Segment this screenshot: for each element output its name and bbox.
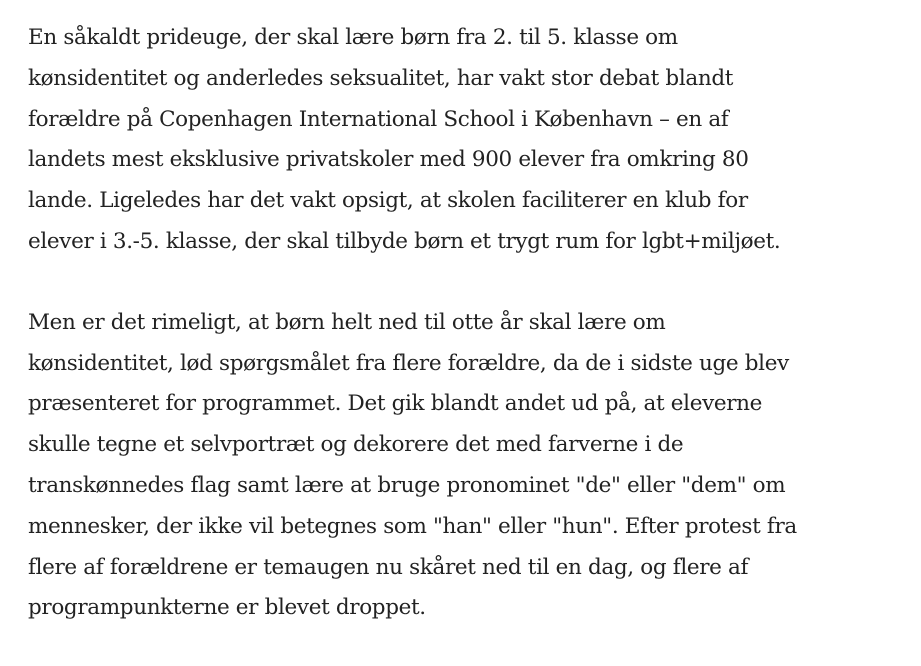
article-body xyxy=(28,18,908,629)
paragraph-line: Men er det rimeligt, at børn helt ned til otte år skal lære om xyxy=(28,309,666,335)
paragraph-line: programpunkterne er blevet droppet. xyxy=(28,595,426,621)
article-paragraph-1 xyxy=(28,18,908,263)
article-paragraph-2 xyxy=(28,303,908,629)
paragraph-line: kønsidentitet, lød spørgsmålet fra flere forældre, da de i sidste uge blev xyxy=(28,350,789,376)
paragraph-line: elever i 3.-5. klasse, der skal tilbyde børn et trygt rum for lgbt+miljøet. xyxy=(28,228,781,254)
paragraph-line: kønsidentitet og anderledes seksualitet, har vakt stor debat blandt xyxy=(28,65,734,91)
paragraph-line: forældre på Copenhagen International School i København – en af xyxy=(28,106,729,132)
paragraph-line: landets mest eksklusive privatskoler med 900 elever fra omkring 80 xyxy=(28,147,749,173)
paragraph-line: præsenteret for programmet. Det gik blandt andet ud på, at eleverne xyxy=(28,391,763,417)
paragraph-line: mennesker, der ikke vil betegnes som "han" eller "hun". Efter protest fra xyxy=(28,513,797,539)
paragraph-line: skulle tegne et selvportræt og dekorere det med farverne i de xyxy=(28,432,684,458)
paragraph-line: transkønnedes flag samt lære at bruge pronominet "de" eller "dem" om xyxy=(28,472,786,498)
paragraph-line: lande. Ligeledes har det vakt opsigt, at skolen faciliterer en klub for xyxy=(28,188,748,214)
paragraph-line: En såkaldt prideuge, der skal lære børn fra 2. til 5. klasse om xyxy=(28,25,678,50)
paragraph-line: flere af forældrene er temaugen nu skåret ned til en dag, og flere af xyxy=(28,554,749,580)
